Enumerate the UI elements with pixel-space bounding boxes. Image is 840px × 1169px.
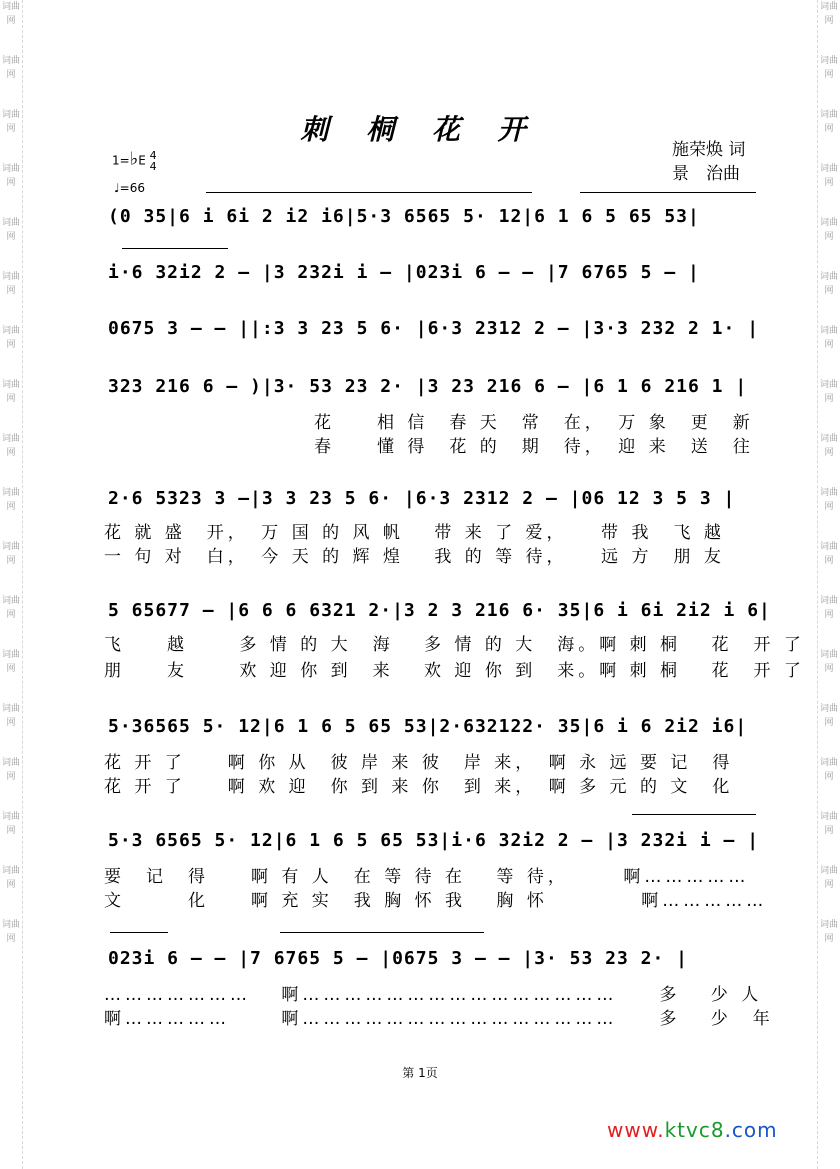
phrase-slur <box>280 932 484 939</box>
strip-text: 词曲网 <box>819 812 838 836</box>
phrase-slur <box>206 192 532 199</box>
page-number: 第 1页 <box>402 1066 438 1080</box>
phrase-slur <box>122 248 228 255</box>
strip-text: 词曲网 <box>819 704 838 728</box>
strip-text: 词曲网 <box>819 380 838 404</box>
lyricist-credit: 施荣焕 词 <box>672 140 746 160</box>
score-line-4: 323 216 6 — )|3· 53 23 2· |3 23 216 6 — |6 1 6 216 1 | <box>108 376 748 397</box>
credits <box>672 138 745 186</box>
strip-text: 词曲网 <box>819 596 838 620</box>
song-title: 刺 桐 花 开 <box>300 113 540 146</box>
strip-text: 词曲网 <box>819 434 838 458</box>
strip-text: 词曲网 <box>819 650 838 674</box>
lyric-line-9a: ………………… 啊……………………………………… 多 少 人 <box>104 985 763 1005</box>
strip-text: 词曲网 <box>1 650 20 674</box>
strip-text: 词曲网 <box>819 488 838 512</box>
site-watermark <box>607 1118 778 1142</box>
strip-text: 词曲网 <box>819 542 838 566</box>
phrase-slur <box>110 932 168 939</box>
phrase-slur <box>632 814 756 821</box>
strip-text: 词曲网 <box>1 218 20 242</box>
key-note: E <box>138 153 146 168</box>
score-line-1: (0 35|6 i 6i 2 i2 i6|5·3 6565 5· 12|6 1 6 5 65 53| <box>108 206 700 227</box>
tempo-mark: ♩=66 <box>114 181 145 195</box>
strip-text: 词曲网 <box>1 2 20 26</box>
composer-credit: 景 治曲 <box>672 164 740 184</box>
key-signature <box>112 150 157 172</box>
watermark-part-c: .com <box>724 1118 778 1142</box>
lyric-line-4a: 花 相 信 春 天 常 在， 万 象 更 新 <box>104 413 754 433</box>
lyric-line-6a: 飞 越 多 情 的 大 海 多 情 的 大 海。啊 刺 桐 花 开 了 <box>104 635 805 655</box>
lyric-line-4b: 春 懂 得 花 的 期 待， 迎 来 送 往 <box>104 437 754 457</box>
strip-text: 词曲网 <box>819 866 838 890</box>
strip-text: 词曲网 <box>1 434 20 458</box>
lyric-line-7a: 花 开 了 啊 你 从 彼 岸 来 彼 岸 来， 啊 永 远 要 记 得 <box>104 753 734 773</box>
strip-text: 词曲网 <box>1 704 20 728</box>
lyric-line-5b: 一 句 对 白， 今 天 的 辉 煌 我 的 等 待， 远 方 朋 友 <box>104 547 725 567</box>
strip-text: 词曲网 <box>1 110 20 134</box>
strip-text: 词曲网 <box>819 2 838 26</box>
strip-text: 词曲网 <box>1 758 20 782</box>
score-line-5: 2·6 5323 3 —|3 3 23 5 6· |6·3 2312 2 — |06 12 3 5 3 | <box>108 488 736 509</box>
score-line-3: 0675 3 — — ||:3 3 23 5 6· |6·3 2312 2 — |3·3 232 2 1· | <box>108 318 760 339</box>
strip-text: 词曲网 <box>819 758 838 782</box>
strip-text: 词曲网 <box>1 812 20 836</box>
strip-text: 词曲网 <box>1 866 20 890</box>
time-top: 4 <box>149 149 157 162</box>
strip-text: 词曲网 <box>819 56 838 80</box>
strip-text: 词曲网 <box>1 488 20 512</box>
score-line-6: 5 65677 — |6 6 6 6321 2·|3 2 3 216 6· 35|6 i 6i 2i2 i 6| <box>108 600 771 621</box>
flat-icon: ♭ <box>129 148 139 170</box>
strip-text: 词曲网 <box>1 56 20 80</box>
watermark-part-b: ktvc8 <box>664 1118 725 1142</box>
right-watermark-strip <box>817 0 840 1169</box>
score-line-9: 023i 6 — — |7 6765 5 — |0675 3 — — |3· 53 23 2· | <box>108 948 689 969</box>
strip-text: 词曲网 <box>1 380 20 404</box>
lyric-line-5a: 花 就 盛 开， 万 国 的 风 帆 带 来 了 爱， 带 我 飞 越 <box>104 523 725 543</box>
strip-text: 词曲网 <box>819 272 838 296</box>
strip-text: 词曲网 <box>819 326 838 350</box>
time-bottom: 4 <box>149 160 157 173</box>
strip-text: 词曲网 <box>1 326 20 350</box>
lyric-line-7b: 花 开 了 啊 欢 迎 你 到 来 你 到 来， 啊 多 元 的 文 化 <box>104 777 734 797</box>
score-line-2: i·6 32i2 2 — |3 232i i — |023i 6 — — |7 6765 5 — | <box>108 262 700 283</box>
strip-text: 词曲网 <box>1 164 20 188</box>
strip-text: 词曲网 <box>819 164 838 188</box>
key-prefix: 1= <box>112 153 130 168</box>
strip-text: 词曲网 <box>1 596 20 620</box>
phrase-slur <box>580 192 756 199</box>
strip-text: 词曲网 <box>819 920 838 944</box>
lyric-line-9b: 啊…………… 啊……………………………………… 多 少 年 <box>104 1009 774 1029</box>
lyric-line-6b: 朋 友 欢 迎 你 到 来 欢 迎 你 到 来。啊 刺 桐 花 开 了 <box>104 661 805 681</box>
strip-text: 词曲网 <box>1 920 20 944</box>
score-line-7: 5·36565 5· 12|6 1 6 5 65 53|2·632122· 35|6 i 6 2i2 i6| <box>108 716 748 737</box>
time-signature <box>150 150 157 172</box>
watermark-part-a: www. <box>607 1118 665 1142</box>
lyric-line-8b: 文 化 啊 充 实 我 胸 怀 我 胸 怀 啊…………… <box>104 891 768 911</box>
strip-text: 词曲网 <box>1 272 20 296</box>
score-line-8: 5·3 6565 5· 12|6 1 6 5 65 53|i·6 32i2 2 — |3 232i i — | <box>108 830 760 851</box>
left-watermark-strip <box>0 0 23 1169</box>
strip-text: 词曲网 <box>1 542 20 566</box>
strip-text: 词曲网 <box>819 218 838 242</box>
strip-text: 词曲网 <box>819 110 838 134</box>
lyric-line-8a: 要 记 得 啊 有 人 在 等 待 在 等 待， 啊…………… <box>104 867 750 887</box>
